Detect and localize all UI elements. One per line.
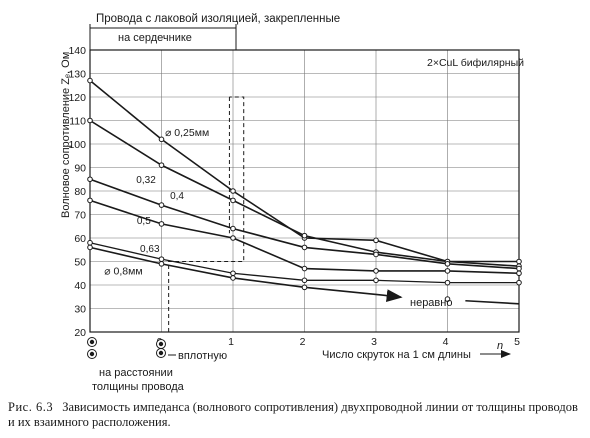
data-point [159, 257, 164, 262]
x-tick-label: 5 [514, 336, 520, 348]
data-point [159, 222, 164, 227]
data-point [231, 189, 236, 194]
x-axis-label: Число скруток на 1 см длины [322, 349, 471, 361]
x-tick-label: 4 [442, 336, 449, 348]
data-point [445, 262, 450, 267]
data-point [374, 238, 379, 243]
figure-caption [8, 400, 583, 430]
y-tick-label: 40 [74, 280, 86, 292]
data-point [517, 280, 522, 285]
subheader-text: на сердечнике [118, 32, 192, 44]
y-tick-label: 110 [69, 115, 86, 128]
y-tick-label: 30 [74, 303, 86, 316]
data-point [159, 262, 164, 267]
y-tick-label: 120 [68, 92, 86, 104]
data-point [88, 78, 93, 83]
y-axis-label: Волновое сопротивление Zₑ, Ом [60, 51, 72, 218]
legend-spaced-label-2: толщины провода [92, 381, 184, 393]
y-tick-label: 70 [74, 209, 86, 222]
data-point [302, 233, 307, 238]
y-tick-label: 50 [74, 256, 86, 269]
data-point [231, 276, 236, 281]
legend-tight-label: вплотную [178, 350, 228, 362]
data-point [517, 259, 522, 264]
y-tick-label: 130 [68, 68, 86, 81]
header-text: Провода с лаковой изоляцией, закрепленные [96, 13, 341, 25]
data-point [88, 118, 93, 123]
data-point [445, 280, 450, 285]
data-point [88, 198, 93, 203]
data-point [302, 278, 307, 283]
data-point [374, 269, 379, 274]
series-label: ⌀ 0,25мм [165, 126, 210, 139]
x-tick-label: 1 [228, 336, 234, 348]
data-point [374, 252, 379, 257]
data-point [302, 266, 307, 271]
series-label: 0,63 [140, 244, 160, 256]
y-tick-label: 90 [74, 162, 86, 175]
series-label: 0,4 [170, 191, 184, 203]
data-point [517, 271, 522, 276]
data-point [231, 236, 236, 241]
data-point [159, 137, 164, 142]
data-point [88, 245, 93, 250]
legend-spaced-label-1: на расстоянии [99, 367, 173, 379]
data-point [374, 278, 379, 283]
x-unit-label: n [497, 340, 504, 352]
wire-tight-symbol-core [159, 351, 163, 355]
y-tick-label: 60 [74, 233, 86, 245]
corner-label: 2×CuL бифилярный [427, 57, 525, 69]
series-label: 0,32 [136, 174, 156, 186]
data-point [88, 240, 93, 245]
wire-spaced-symbol-core [90, 352, 94, 356]
unequal-annotation: неравно [410, 297, 453, 309]
data-point [517, 266, 522, 271]
data-point [159, 203, 164, 208]
y-tick-label: 140 [68, 45, 86, 57]
data-point [302, 245, 307, 250]
y-tick-label: 20 [74, 327, 86, 339]
wire-tight-symbol-core [159, 342, 163, 346]
data-point [302, 285, 307, 290]
x-tick-label: 2 [299, 336, 306, 348]
x-tick-label: 3 [371, 336, 377, 348]
data-point [231, 226, 236, 231]
y-tick-label: 80 [74, 186, 86, 198]
data-point [231, 271, 236, 276]
caption-text: Зависимость импеданса (волнового сопротивления) двухпроводной линии от толщины проводов и их взаимного расположения. [8, 400, 578, 429]
series-line-tail [465, 301, 519, 304]
caption-figure-number: Рис. 6.3 [8, 400, 54, 414]
data-point [159, 163, 164, 168]
series-label: ⌀ 0,8мм [104, 265, 143, 278]
y-tick-label: 100 [68, 139, 86, 151]
data-point [445, 269, 450, 274]
data-point [88, 177, 93, 182]
wire-spaced-symbol-core [90, 340, 94, 344]
series-label: 0,5 [136, 215, 151, 227]
data-point [231, 198, 236, 203]
